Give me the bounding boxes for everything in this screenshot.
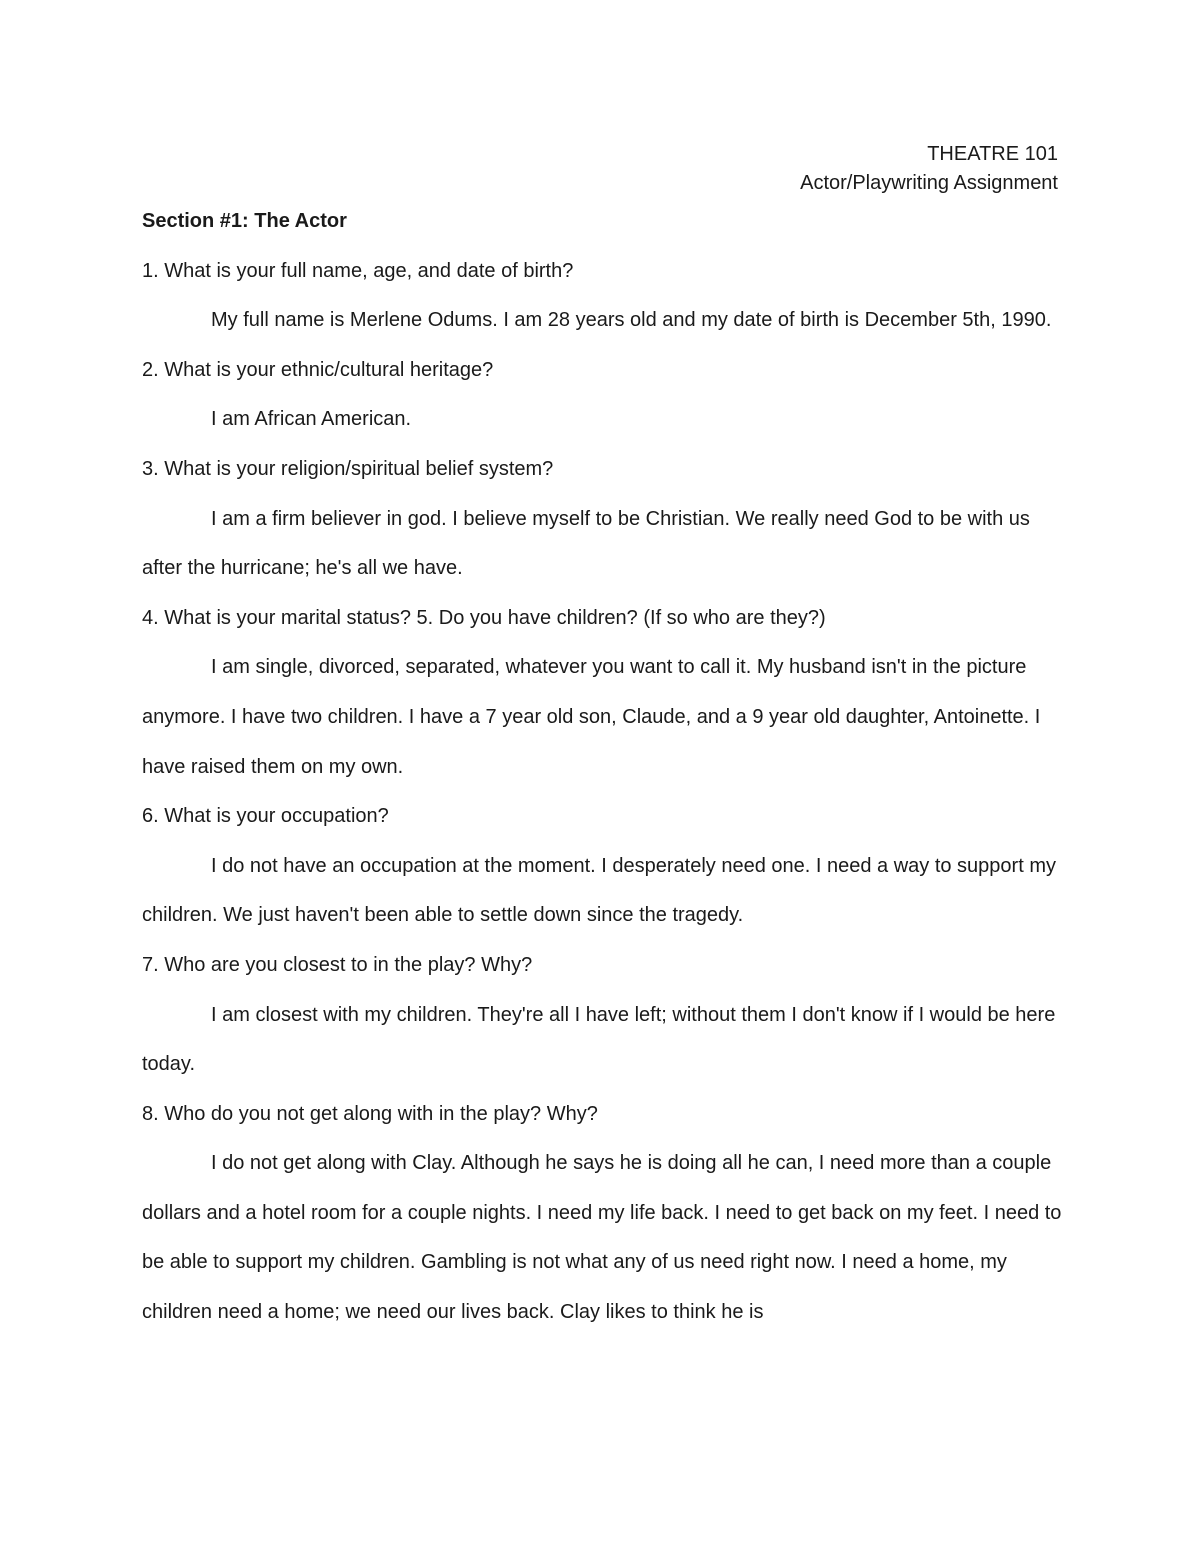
answer-2: I am African American. xyxy=(211,408,412,431)
question-6: 6. What is your occupation? xyxy=(142,805,389,828)
answer-6: I do not have an occupation at the moment. I desperately need one. I need a way to support my children. We just haven't been able to settle down since the tragedy. xyxy=(142,854,1056,927)
section-title: Section #1: The Actor xyxy=(142,210,347,232)
answer-7: I am closest with my children. They're all I have left; without them I don't know if I would be here today. xyxy=(142,1003,1056,1076)
question-4-5: 4. What is your marital status? 5. Do you have children? (If so who are they?) xyxy=(142,606,826,629)
question-3: 3. What is your religion/spiritual belief system? xyxy=(142,457,554,480)
question-8: 8. Who do you not get along with in the play? Why? xyxy=(142,1102,598,1125)
assignment-title: Actor/Playwriting Assignment xyxy=(800,172,1058,194)
document-body xyxy=(142,197,1062,1338)
answer-3: I am a firm believer in god. I believe myself to be Christian. We really need God to be with us after the hurricane; he's all we have. xyxy=(142,507,1030,580)
answer-8: I do not get along with Clay. Although he says he is doing all he can, I need more than a couple dollars and a hotel room for a couple nights. I need my life back. I need to get back on my feet. I need to be able to support my children. Gambling is not what any of us need right now. I need a home, my children need a home; we need our lives back. Clay likes to think he is xyxy=(142,1152,1062,1324)
question-1: 1. What is your full name, age, and date of birth? xyxy=(142,259,574,282)
question-2: 2. What is your ethnic/cultural heritage? xyxy=(142,358,494,381)
document-header xyxy=(800,140,1058,198)
answer-4-5: I am single, divorced, separated, whatever you want to call it. My husband isn't in the picture anymore. I have two children. I have a 7 year old son, Claude, and a 9 year old daughter, Antoinette. I have raised them on my own. xyxy=(142,656,1041,778)
course-title: THEATRE 101 xyxy=(927,143,1058,165)
question-7: 7. Who are you closest to in the play? Why? xyxy=(142,953,533,976)
answer-1: My full name is Merlene Odums. I am 28 years old and my date of birth is December 5th, 1990. xyxy=(211,309,1052,332)
